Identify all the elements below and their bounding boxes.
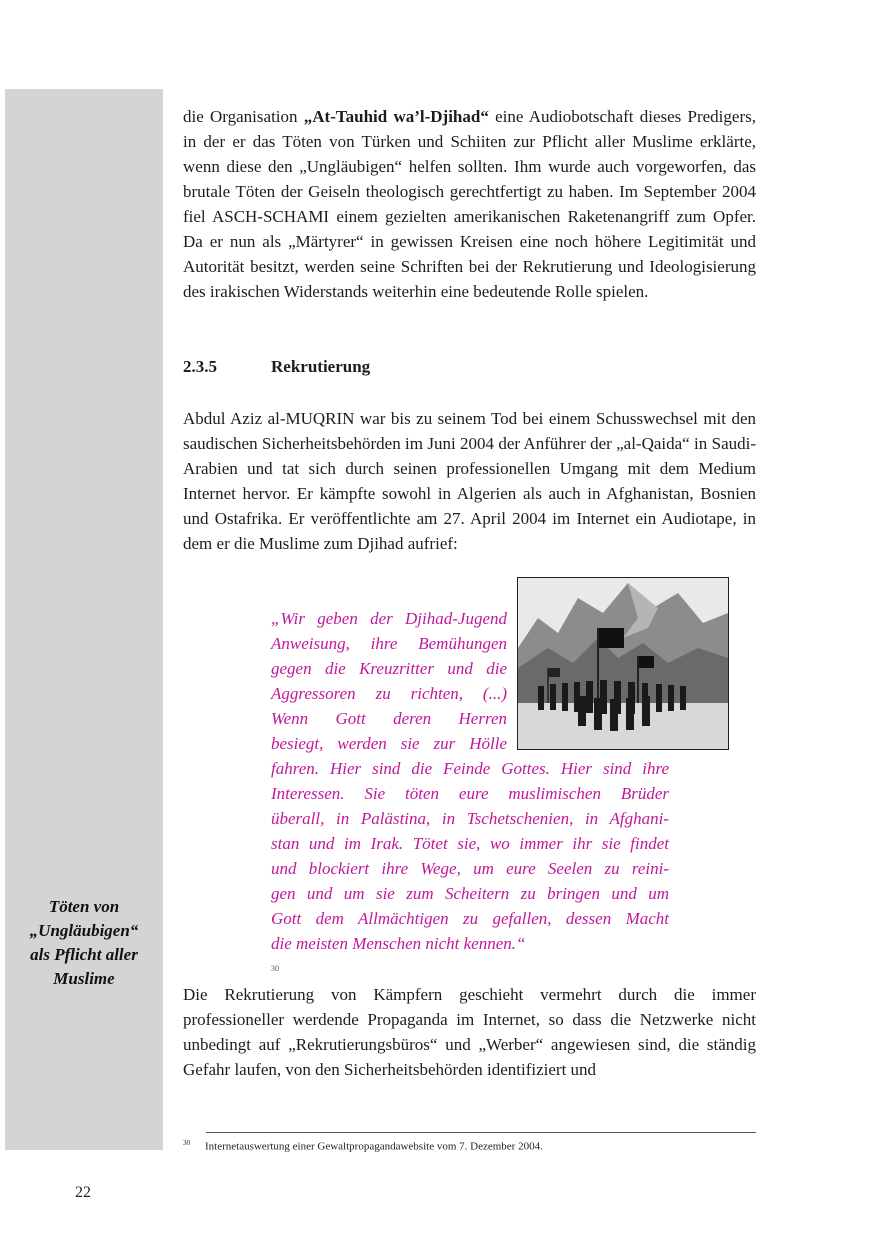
quote-block-upper bbox=[271, 606, 507, 756]
militants-photo bbox=[517, 577, 729, 750]
margin-sidebar bbox=[5, 89, 163, 1150]
section-number: 2.3.5 bbox=[183, 357, 217, 376]
quote-line: gen und um sie zum Scheitern zu bringen und um bbox=[271, 884, 669, 903]
footnote-text: Internetauswertung einer Gewaltpropagandawebsite vom 7. Dezember 2004. bbox=[205, 1140, 543, 1153]
page-number: 22 bbox=[75, 1184, 91, 1201]
body-paragraph-1 bbox=[183, 104, 756, 304]
quote-line: Interessen. Sie töten eure muslimischen Brüder bbox=[271, 784, 669, 803]
quote-line: die meisten Menschen nicht kennen.“ bbox=[271, 934, 526, 953]
para1-before-org: die Organisation bbox=[183, 107, 304, 126]
body-paragraph-3: Die Rekrutierung von Kämpfern geschieht vermehrt durch die immer professioneller werdende Propaganda im Internet, so dass die Netzwerke nicht unbedingt auf „Rekrutierungsbüros“ und „Werber“ angewiesen sind, die ständig Gefahr laufen, von den Sicherheitsbehörden identifiziert und bbox=[183, 985, 756, 1079]
quote-line: gegen die Kreuzritter und die bbox=[271, 659, 507, 678]
section-title: Rekrutierung bbox=[271, 357, 371, 376]
footnote bbox=[183, 1139, 543, 1153]
margin-note-line: als Pflicht aller bbox=[30, 945, 138, 964]
quote-last-line bbox=[271, 931, 669, 981]
quote-block-lower bbox=[271, 756, 669, 981]
quote-line: besiegt, werden sie zur Hölle bbox=[271, 734, 507, 753]
footnote-divider bbox=[206, 1132, 756, 1133]
organisation-name: „At-Tauhid wa’l-Djihad“ bbox=[303, 107, 489, 126]
body-paragraph-2: Abdul Aziz al-MUQRIN war bis zu seinem Tod bei einem Schusswechsel mit den saudischen Sicherheitsbehörden im Juni 2004 der Anführer der „al-Qaida“ in Saudi-Arabien und tat sich durch seinen professionellen Umgang mit dem Medium Internet hervor. Er kämpfte sowohl in Algerien als auch in Afghanistan, Bosnien und Ostafrika. Er veröffentlichte am 27. April 2004 im Internet ein Audiotape, in dem er die Muslime zum Djihad aufrief: bbox=[183, 409, 756, 553]
margin-note-line: Töten von bbox=[48, 897, 120, 916]
footnote-reference[interactable]: 30 bbox=[271, 964, 279, 973]
margin-note-line: Muslime bbox=[53, 969, 115, 988]
quote-line: und blockiert ihre Wege, um eure Seelen zu reini- bbox=[271, 859, 669, 878]
margin-note-line: „Ungläubigen“ bbox=[29, 921, 139, 940]
quote-line: Gott dem Allmächtigen zu gefallen, dessen Macht bbox=[271, 909, 669, 928]
quote-line: überall, in Palästina, in Tschetschenien, in Afghani- bbox=[271, 809, 669, 828]
quote-line: Wenn Gott deren Herren bbox=[271, 709, 507, 728]
para1-after-org: eine Audiobotschaft dieses Predigers, in der er das Töten von Türken und Schiiten zur Pflicht aller Muslime erklärte, wenn diese den „Ungläubigen“ helfen sollten. Ihm wurde auch vorgeworfen, das brutale Töten der Geiseln theologisch gerechtfertigt zu haben. Im September 2004 fiel ASCH-SCHAMI einem gezielten amerikanischen Raketenangriff zum Opfer. Da er nun als „Märtyrer“ in gewissen Kreisen eine noch höhere Legitimität und Autorität besitzt, werden seine Schriften bei der Rekrutierung und Ideologisierung des irakischen Widerstands weiterhin eine bedeutende Rolle spielen. bbox=[183, 107, 756, 301]
quote-line: „Wir geben der Djihad-Jugend bbox=[271, 609, 507, 628]
quote-line: Aggressoren zu richten, (...) bbox=[271, 684, 507, 703]
margin-note bbox=[5, 895, 163, 991]
section-heading bbox=[183, 357, 370, 377]
quote-line: fahren. Hier sind die Feinde Gottes. Hier sind ihre bbox=[271, 759, 669, 778]
quote-line: stan und im Irak. Tötet sie, wo immer ihr sie findet bbox=[271, 834, 669, 853]
quote-line: Anweisung, ihre Bemühungen bbox=[271, 634, 507, 653]
footnote-number: 30 bbox=[183, 1139, 190, 1147]
